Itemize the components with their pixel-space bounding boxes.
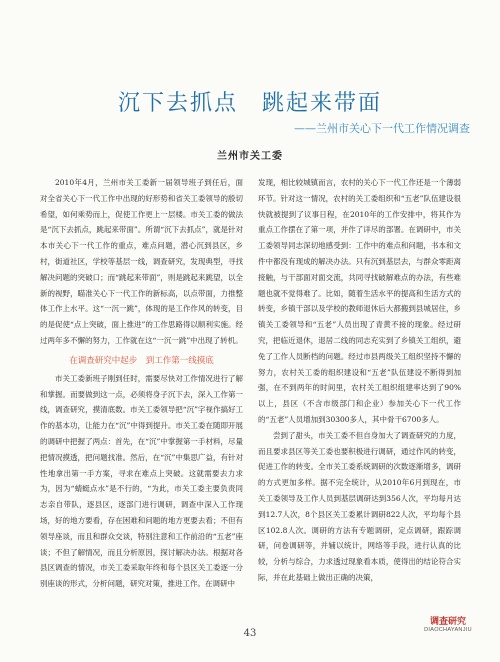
section-heading: 在调查研究中起步 到工作第一线摸底	[69, 355, 214, 366]
body-paragraph: 市关工委新班子刚到任时，需要尽快对工作情况进行了解和掌握。而要做到这一点，必须将身子沉下去，深入工作第一线，调查研究，摸清底数。市关工委领导把“沉”字视作搞好工作的基本功，让能力在“沉”中得到提升。市关工委在随即开展的调研中把握了两点：首先，在“沉”中掌握第一手材料，尽量把情况摸透，把问题找准。然后，在“沉”中集思广益，有针对性地拿出第一手方案，寻求在难点上突破。这就需要去力求为，因为“蜻蜓点水”是不行的，“为此，市关工委主要负责同志亲自带队，逐县区，逐部门进行调研，调查中深入工作现场，好的地方要看，存在困难和问题的地方更要去看；不但有领导座谈，而且和群众交谈，特别注意和工作前沿的“五老”座谈；不但了解情况，而且分析原因，探讨解决办法。根据对各县区调查的情况，市关工委采取年终和每个县区关工委逐一分别座谈的形式，分析问题，研究对策，推进工作。在调研中	[40, 373, 243, 589]
page-number: 43	[243, 628, 257, 639]
article-author: 兰州市关工委	[217, 151, 283, 162]
left-column	[40, 175, 243, 592]
journal-logo	[418, 614, 478, 633]
body-paragraph: 尝到了甜头，市关工委不但自身加大了调查研究的力度，而且要求县区等关工委也要积极进行调研，通过作风的转变，促进工作的转变。全市关工委系统调研的次数逐渐增多，调研的方式更加多样。据不完全统计，从2010年6月到现在，市关工委领导及工作人员到基层调研达到356人次，平均每月达到12.7人次，8个县区关工委累计调研822人次，平均每个县区102.8人次。调研的方法有专题调研，定点调研，跟踪调研，问卷调研等，并辅以统计，网络等手段，进行认真的比较，分析与综合，力求透过现象看本质，使得出的结论符合实际，并在此基础上做出正确的决策，	[258, 430, 461, 582]
body-paragraph: 发现，相比较城镇而言，农村的关心下一代工作还是一个薄弱环节。针对这一情况，农村的关工委组织和“五老”队伍建设很快就被提到了议事日程，在2010年的工作安排中，将其作为重点工作摆在了第一项，并作了详尽的部署。在调研中，市关工委领导同志深切地感受到：工作中的难点和问题，书本和文件中都没有现成的解决办法。只有沉到基层去，与群众零距离接触，与干部面对面交流，共同寻找破解难点的办法，有些难题也就不觉得难了。比如，随着生活水平的提高和生活方式的转变，乡镇干部以及学校的教师退休后大都搬到县城居住，乡镇关工委领导和“五老”人员出现了青黄不接的现象。经过研究，把临近退休，退居二线的同志充实到了乡镇关工组织，避免了工作人员断档的问题。经过市县两级关工组织坚持不懈的努力，农村关工委的组织建设和“五老”队伍建设不断得到加强，在不到两年的时间里，农村关工组织组建率达到了90%以上，县区（不含市级部门和企业）参加关心下一代工作的“五老”人员增加到30300多人，其中骨干6700多人。	[258, 178, 461, 424]
article-subtitle: ——兰州市关心下一代工作情况调查	[294, 122, 470, 135]
logo-pinyin: DIAOCHAYANJIU	[424, 627, 472, 633]
right-column	[258, 175, 461, 586]
article-title: 沉下去抓点 跳起来带面	[117, 91, 382, 116]
body-paragraph: 2010年4月，兰州市关工委新一届领导班子到任后，面对全省关心下一代工作中出现的好形势和省关工委领导的殷切希望，如何乘势而上，促使工作更上一层楼。市关工委的做法是“沉下去抓点，跳起来带面”。所谓“沉下去抓点”，就是针对本市关心下一代工作的重点，难点问题，潜心沉到县区，乡村，街道社区，学校等基层一线，调查研究，发现典型，寻找解决问题的突破口；而“跳起来带面”，则是跳起来跳望，以全新的视野，瞄准关心下一代工作的新标高，以点带面，力推整体工作上水平。这“一沉一跳”，体现的是工作作风的转变，目的是促使“点上突破，面上推进”的工作思路得以顺利实施。经过两年多不懈的努力，工作就在这“一沉一跳”中出现了转机。	[40, 178, 243, 345]
logo-chinese: 调查研究	[429, 617, 466, 627]
